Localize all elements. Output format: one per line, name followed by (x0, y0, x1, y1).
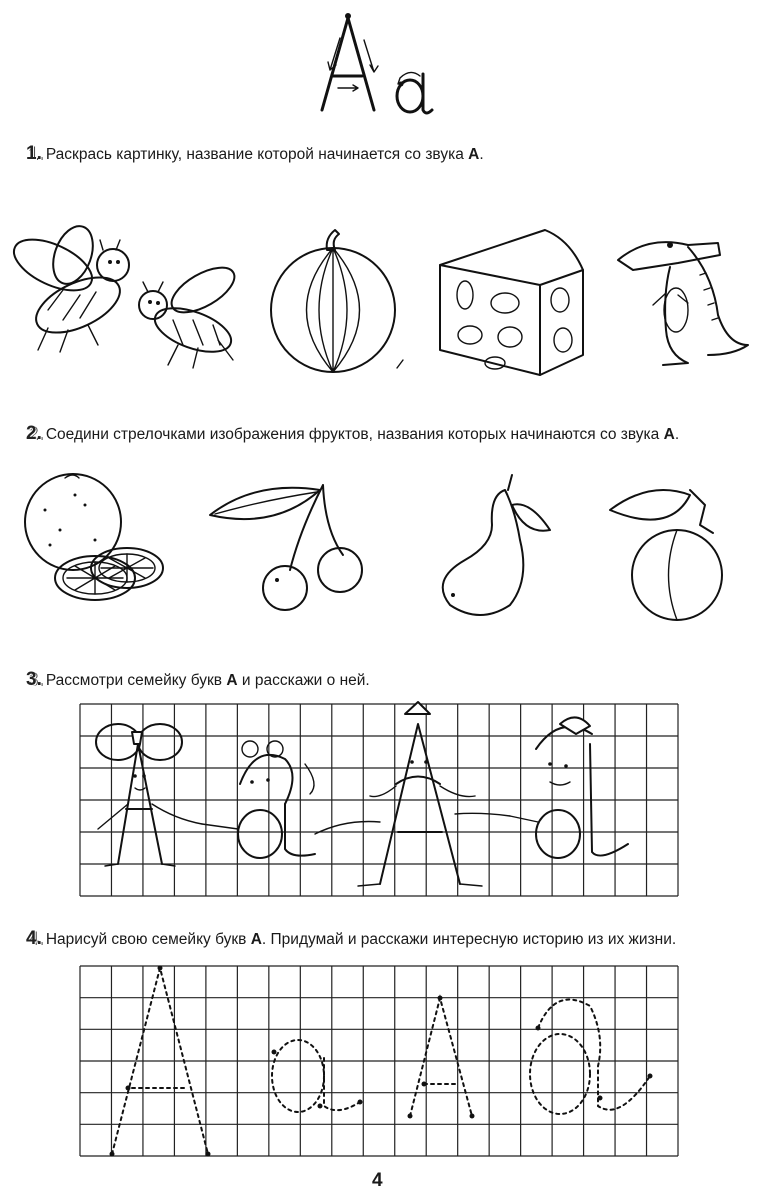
tracing-grid[interactable] (80, 966, 678, 1156)
task-1-number: 1. (26, 143, 42, 164)
task-1-text: Раскрась картинку, название которой начинается со звука (45, 146, 469, 163)
task-3-tail: и расскажи о ней. (237, 672, 370, 689)
task-2-tail: . (674, 426, 680, 443)
task-3-bold: А (226, 672, 238, 689)
task-3 (26, 669, 370, 691)
tracing-letters[interactable] (80, 966, 678, 1156)
task-4-number: 4. (26, 928, 42, 949)
task-2 (26, 423, 679, 445)
task-2-number: 2. (26, 423, 42, 444)
pear-picture[interactable] (420, 470, 560, 620)
letter-family-grid (80, 704, 680, 896)
task-3-text: Рассмотри семейку букв (45, 672, 227, 689)
task-3-number: 3. (26, 669, 42, 690)
apricot-picture[interactable] (605, 475, 755, 625)
task-2-text: Соедини стрелочками изображения фруктов, названия которых начинаются со звука (45, 426, 664, 443)
picture-row-1 (0, 215, 764, 385)
bees-picture[interactable] (8, 220, 248, 380)
task-4-tail: . Придумай и расскажи интересную историю из их жизни. (261, 931, 677, 948)
orange-picture[interactable] (15, 470, 175, 610)
task-1-tail: . (479, 146, 484, 163)
task-1 (26, 143, 484, 165)
task-4 (26, 928, 676, 950)
picture-row-2 (0, 465, 764, 615)
task-1-bold: А (468, 146, 480, 163)
task-2-bold: А (663, 426, 675, 443)
page-number: 4 (372, 1170, 383, 1191)
cheese-picture[interactable] (435, 225, 595, 385)
task-4-text: Нарисуй свою семейку букв (45, 931, 251, 948)
watermelon-picture[interactable] (265, 220, 405, 380)
crocodile-picture[interactable] (608, 215, 758, 380)
header-letters (300, 10, 460, 120)
cherries-picture[interactable] (205, 470, 375, 615)
task-4-bold: А (250, 931, 262, 948)
header-letter-drawing (300, 10, 460, 120)
family-figures (80, 704, 680, 904)
